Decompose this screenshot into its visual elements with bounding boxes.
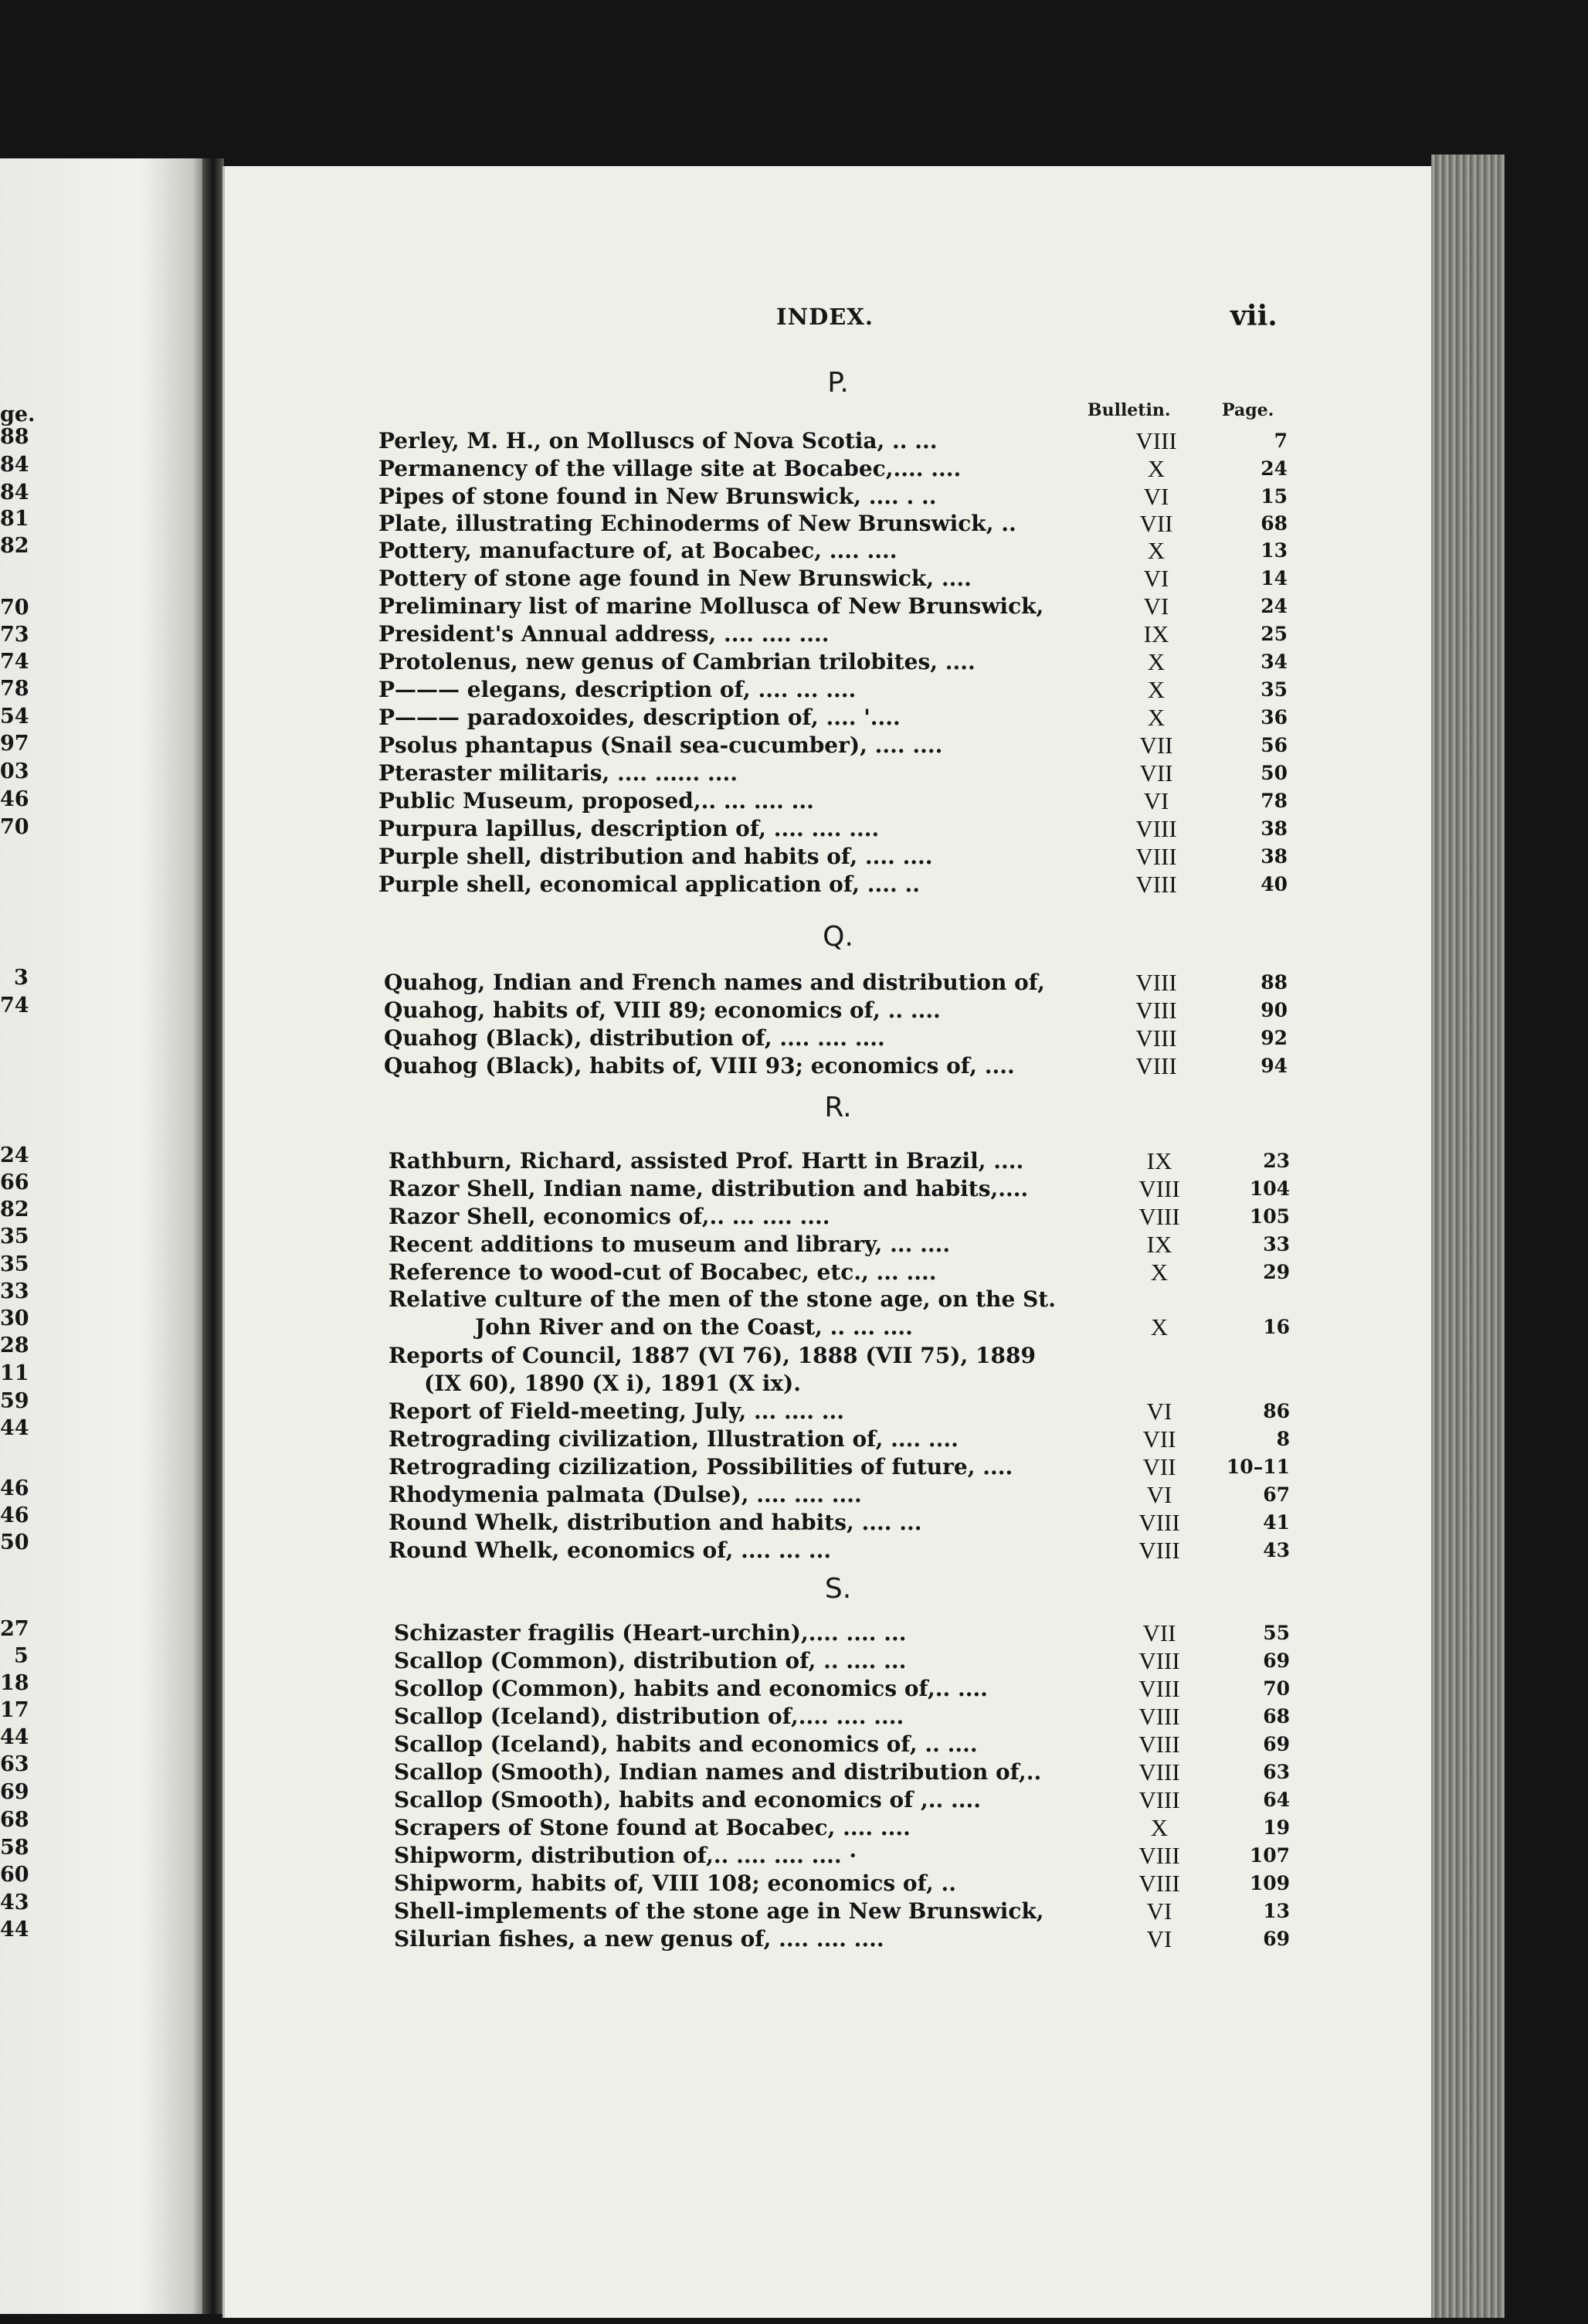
entry-page: 34 (1261, 651, 1288, 673)
entry-text: Scallop (Common), distribution of, .. .... ... (394, 1648, 907, 1673)
entry-text: Shipworm, habits of, VIII 108; economics of, .. (394, 1870, 956, 1896)
entry-text: Quahog (Black), habits of, VIII 93; economics of, .... (384, 1053, 1015, 1079)
left-page-number: 44 (0, 1725, 29, 1749)
entry-page: 107 (1249, 1844, 1290, 1867)
entry-text: Purple shell, distribution and habits of, .... .... (378, 844, 933, 869)
entry-page: 38 (1261, 817, 1288, 840)
entry-text: Preliminary list of marine Mollusca of New Brunswick, (378, 593, 1044, 619)
entry-text: Reference to wood-cut of Bocabec, etc., ... .... (389, 1259, 937, 1285)
index-entry (0, 483, 1588, 511)
entry-bulletin: X (1147, 704, 1166, 731)
entry-page: 94 (1261, 1055, 1288, 1077)
entry-text: Protolenus, new genus of Cambrian trilobites, .... (378, 649, 976, 674)
entry-text: Pipes of stone found in New Brunswick, .... . .. (378, 484, 937, 509)
index-entry (0, 1425, 1588, 1453)
entry-page: 15 (1261, 485, 1288, 508)
left-page-number: 35 (0, 1252, 29, 1276)
left-page-number: 50 (0, 1531, 29, 1554)
running-title: INDEX. (776, 304, 874, 330)
entry-bulletin: X (1150, 1814, 1169, 1841)
entry-bulletin: VIII (1135, 1052, 1177, 1079)
entry-text: Scrapers of Stone found at Bocabec, .... .... (394, 1815, 911, 1840)
index-entry (0, 994, 1588, 1024)
entry-text: Schizaster fragilis (Heart-urchin),.... .... ... (394, 1620, 907, 1646)
entry-bulletin: X (1147, 676, 1166, 703)
entry-text: Round Whelk, economics of, .... ... ... (389, 1537, 832, 1563)
entry-page: 92 (1261, 1027, 1288, 1049)
entry-bulletin: VII (1142, 1453, 1176, 1480)
entry-page: 25 (1261, 623, 1288, 645)
index-entry (0, 507, 1588, 538)
entry-bulletin: VIII (1135, 1024, 1177, 1052)
entry-bulletin: X (1147, 455, 1166, 482)
left-page-header-fragment: ge. (0, 403, 36, 426)
entry-text: Purpura lapillus, description of, .... .... .... (378, 816, 880, 841)
left-page-number: 74 (0, 994, 29, 1018)
entry-page: 38 (1261, 845, 1288, 868)
entry-text: Razor Shell, economics of,.. ... .... .... (389, 1204, 830, 1229)
left-page-number: 82 (0, 534, 29, 558)
entry-bulletin: VIII (1138, 1870, 1180, 1897)
entry-bulletin: VI (1146, 1898, 1172, 1925)
left-page-number: 11 (0, 1361, 29, 1385)
entry-page: 41 (1263, 1511, 1290, 1534)
left-page-number: 97 (0, 732, 29, 756)
entry-bulletin: VIII (1138, 1786, 1180, 1813)
entry-text: Silurian fishes, a new genus of, .... .... .... (394, 1926, 884, 1952)
left-page-number: 82 (0, 1198, 29, 1221)
entry-page: 90 (1261, 999, 1288, 1021)
entry-text: P——— elegans, description of, .... ... .... (378, 677, 857, 702)
page-number: vii. (1230, 300, 1278, 332)
index-entry (0, 565, 1588, 593)
entry-text: Quahog, Indian and French names and distribution of, (384, 970, 1045, 995)
entry-page: 68 (1263, 1705, 1290, 1728)
entry-page: 10–11 (1226, 1456, 1290, 1478)
left-page-number: 68 (0, 1808, 29, 1832)
entry-bulletin: X (1150, 1259, 1169, 1286)
entry-text: Perley, M. H., on Molluscs of Nova Scotia, .. ... (378, 428, 938, 454)
index-entry (0, 1143, 1588, 1175)
entry-text: Round Whelk, distribution and habits, .... ... (389, 1510, 922, 1535)
entry-page: 14 (1261, 567, 1288, 589)
entry-page: 86 (1263, 1400, 1290, 1422)
left-page-number: 74 (0, 650, 29, 674)
left-page-number: 84 (0, 453, 29, 477)
index-entry (0, 1644, 1588, 1675)
index-entry (0, 593, 1588, 620)
entry-bulletin: VIII (1138, 1175, 1180, 1202)
entry-bulletin: VI (1146, 1925, 1172, 1952)
entry-page: 50 (1261, 762, 1288, 784)
entry-page: 8 (1276, 1428, 1290, 1450)
entry-text: Razor Shell, Indian name, distribution and habits,.... (389, 1176, 1029, 1201)
index-entry (0, 1286, 1588, 1313)
index-entry (0, 1024, 1588, 1052)
left-page-number: 69 (0, 1780, 29, 1804)
left-page-number: 66 (0, 1170, 29, 1194)
entry-bulletin: IX (1146, 1147, 1172, 1174)
entry-bulletin: VI (1146, 1481, 1172, 1508)
left-page-number: 46 (0, 1503, 29, 1527)
index-entry (0, 620, 1588, 648)
entry-page: 23 (1263, 1150, 1290, 1172)
entry-page: 7 (1274, 430, 1288, 452)
entry-bulletin: VIII (1135, 871, 1177, 898)
entry-text: Relative culture of the men of the stone age, on the St. (389, 1286, 1056, 1312)
entry-bulletin: VIII (1138, 1647, 1180, 1674)
left-page-number: 17 (0, 1698, 29, 1722)
index-entry (0, 1398, 1588, 1425)
left-page-number: 27 (0, 1617, 29, 1641)
left-page-number: 30 (0, 1306, 29, 1330)
index-entry (0, 843, 1588, 871)
section-letter: P. (827, 367, 849, 399)
entry-text: Scollop (Common), habits and economics of,.. .... (394, 1676, 988, 1701)
entry-bulletin: VI (1143, 787, 1169, 814)
entry-text: Public Museum, proposed,.. ... .... ... (378, 788, 814, 814)
left-page-number: 44 (0, 1918, 29, 1942)
entry-bulletin: VII (1139, 759, 1173, 787)
section-letter: S. (824, 1573, 852, 1605)
entry-bulletin: VI (1143, 565, 1169, 592)
left-page-number: 81 (0, 507, 29, 531)
left-page-number: 60 (0, 1863, 29, 1887)
left-page-number: 54 (0, 705, 29, 729)
entry-bulletin: VIII (1135, 843, 1177, 870)
left-page-number: 46 (0, 1476, 29, 1500)
index-entry (0, 815, 1588, 843)
index-entry (0, 1052, 1588, 1080)
entry-page: 55 (1263, 1622, 1290, 1644)
entry-bulletin: VI (1146, 1398, 1172, 1425)
left-page-number: 59 (0, 1389, 29, 1413)
index-entry (0, 1671, 1588, 1703)
index-entry (0, 427, 1588, 455)
entry-text: President's Annual address, .... .... .... (378, 621, 830, 647)
entry-text: Shell-implements of the stone age in New Brunswick, (394, 1898, 1044, 1924)
entry-page: 13 (1261, 539, 1288, 562)
entry-page: 63 (1263, 1761, 1290, 1783)
entry-text: Pteraster militaris, .... ...... .... (378, 760, 738, 786)
entry-bulletin: X (1150, 1313, 1169, 1340)
entry-page: 24 (1261, 595, 1288, 617)
left-page-number: 5 (14, 1644, 29, 1668)
left-page-number: 73 (0, 623, 29, 647)
index-entry (0, 1203, 1588, 1231)
entry-text: Permanency of the village site at Bocabec,.... .... (378, 456, 962, 481)
entry-page: 19 (1263, 1816, 1290, 1839)
left-page-number: 03 (0, 759, 29, 783)
index-entry (0, 1842, 1588, 1870)
entry-text: Purple shell, economical application of, .... .. (378, 872, 921, 897)
index-entry (0, 1453, 1588, 1481)
index-entry (0, 676, 1588, 704)
entry-bulletin: X (1147, 537, 1166, 564)
entry-text: Pottery of stone age found in New Brunswick, .... (378, 566, 972, 591)
entry-text: Recent additions to museum and library, ... .... (389, 1232, 951, 1257)
entry-text: (IX 60), 1890 (X i), 1891 (X ix). (424, 1371, 802, 1396)
page-column-header: Page. (1222, 400, 1274, 420)
left-page-number: 58 (0, 1836, 29, 1860)
index-entry (0, 455, 1588, 483)
entry-page: 16 (1263, 1316, 1290, 1338)
entry-text: Quahog (Black), distribution of, .... .... .... (384, 1025, 885, 1051)
left-page-number: 3 (14, 966, 29, 990)
entry-bulletin: VIII (1138, 1758, 1180, 1785)
entry-text: Report of Field-meeting, July, ... .... ... (389, 1398, 844, 1424)
entry-text: Rathburn, Richard, assisted Prof. Hartt in Brazil, .... (389, 1148, 1024, 1174)
index-entry (0, 1731, 1588, 1758)
entry-bulletin: IX (1143, 620, 1169, 647)
left-page-number: 24 (0, 1143, 29, 1167)
bulletin-column-header: Bulletin. (1088, 400, 1171, 420)
entry-page: 35 (1261, 678, 1288, 701)
entry-bulletin: VIII (1138, 1203, 1180, 1230)
entry-bulletin: VIII (1138, 1509, 1180, 1536)
entry-page: 67 (1263, 1483, 1290, 1506)
entry-text: Plate, illustrating Echinoderms of New Brunswick, .. (378, 511, 1016, 536)
left-page-number: 43 (0, 1891, 29, 1915)
index-entry (0, 1925, 1588, 1953)
entry-page: 36 (1261, 706, 1288, 729)
entry-page: 40 (1261, 873, 1288, 895)
entry-text: Quahog, habits of, VIII 89; economics of, .. .... (384, 997, 941, 1023)
index-entry (0, 1537, 1588, 1565)
entry-text: Shipworm, distribution of,.. .... .... .... · (394, 1843, 857, 1868)
index-entry (0, 1870, 1588, 1898)
entry-bulletin: VIII (1138, 1842, 1180, 1869)
index-entry (0, 1481, 1588, 1509)
entry-text: Pottery, manufacture of, at Bocabec, .... .... (378, 538, 897, 563)
section-letter: Q. (823, 921, 853, 953)
left-page-number: 46 (0, 787, 29, 811)
index-entry (0, 1509, 1588, 1537)
index-entry (0, 534, 1588, 565)
entry-bulletin: VIII (1135, 815, 1177, 842)
left-page-number: 70 (0, 596, 29, 620)
left-page-number: 33 (0, 1279, 29, 1303)
left-page-number: 18 (0, 1671, 29, 1695)
left-page-number: 88 (0, 425, 29, 449)
entry-text: Scallop (Iceland), habits and economics of, .. .... (394, 1731, 978, 1757)
entry-text: Psolus phantapus (Snail sea-cucumber), .... .... (378, 732, 943, 758)
entry-text: Scallop (Smooth), Indian names and distribution of,.. (394, 1759, 1042, 1785)
entry-text: Scallop (Smooth), habits and economics of ,.. .... (394, 1787, 982, 1813)
entry-page: 13 (1263, 1900, 1290, 1922)
index-entry (0, 759, 1588, 787)
left-page-number: 63 (0, 1752, 29, 1776)
entry-bulletin: VIII (1135, 969, 1177, 996)
entry-page: 78 (1261, 790, 1288, 812)
entry-text: Scallop (Iceland), distribution of,.... .... .... (394, 1704, 904, 1729)
entry-text: Retrograding civilization, Illustration of, .... .... (389, 1426, 959, 1452)
entry-bulletin: VIII (1138, 1675, 1180, 1702)
index-entry (0, 787, 1588, 815)
index-entry (0, 732, 1588, 759)
entry-page: 88 (1261, 971, 1288, 994)
entry-bulletin: X (1147, 648, 1166, 675)
entry-text: Retrograding cizilization, Possibilities of future, .... (389, 1454, 1013, 1480)
index-entry (0, 1370, 1588, 1398)
left-page-number: 78 (0, 677, 29, 701)
left-page-number: 35 (0, 1225, 29, 1249)
entry-page: 69 (1263, 1650, 1290, 1672)
entry-bulletin: VIII (1138, 1703, 1180, 1730)
index-entry (0, 1231, 1588, 1259)
entry-page: 68 (1261, 512, 1288, 535)
entry-bulletin: VIII (1135, 427, 1177, 454)
entry-bulletin: VI (1143, 593, 1169, 620)
entry-page: 64 (1263, 1789, 1290, 1811)
index-entry (0, 1758, 1588, 1786)
entry-page: 69 (1263, 1928, 1290, 1950)
entry-text: Reports of Council, 1887 (VI 76), 1888 (VII 75), 1889 (389, 1343, 1036, 1368)
entry-bulletin: VIII (1138, 1731, 1180, 1758)
entry-page: 69 (1263, 1733, 1290, 1755)
left-page-number: 70 (0, 815, 29, 839)
index-entry (0, 871, 1588, 899)
entry-bulletin: VII (1139, 732, 1173, 759)
entry-page: 56 (1261, 734, 1288, 756)
entry-page: 33 (1263, 1233, 1290, 1255)
entry-page: 24 (1261, 457, 1288, 480)
entry-page: 70 (1263, 1677, 1290, 1700)
index-entry (0, 648, 1588, 676)
left-page-number: 84 (0, 481, 29, 505)
entry-page: 43 (1263, 1539, 1290, 1561)
index-entry (0, 1786, 1588, 1814)
entry-text: John River and on the Coast, .. ... .... (475, 1314, 913, 1340)
index-entry (0, 704, 1588, 732)
left-page-number: 28 (0, 1334, 29, 1357)
entry-bulletin: VII (1142, 1425, 1176, 1452)
left-page-number: 44 (0, 1416, 29, 1440)
index-entry (0, 1175, 1588, 1203)
index-entry (0, 1259, 1588, 1286)
entry-page: 105 (1249, 1205, 1290, 1228)
section-letter: R. (824, 1092, 852, 1123)
entry-text: Rhodymenia palmata (Dulse), .... .... .... (389, 1482, 862, 1507)
entry-bulletin: VII (1142, 1619, 1176, 1646)
entry-page: 109 (1249, 1872, 1290, 1894)
index-entry (0, 1898, 1588, 1925)
entry-bulletin: VI (1143, 483, 1169, 510)
entry-page: 29 (1263, 1261, 1290, 1283)
entry-bulletin: VII (1139, 510, 1173, 537)
index-entry (0, 1313, 1588, 1341)
index-entry (0, 1703, 1588, 1731)
entry-page: 104 (1249, 1177, 1290, 1200)
entry-bulletin: VIII (1138, 1537, 1180, 1564)
index-entry (0, 1619, 1588, 1647)
index-entry (0, 966, 1588, 997)
index-entry (0, 1342, 1588, 1370)
entry-bulletin: VIII (1135, 997, 1177, 1024)
entry-text: P——— paradoxoides, description of, .... '.... (378, 705, 901, 730)
entry-bulletin: IX (1146, 1231, 1172, 1258)
index-entry (0, 1814, 1588, 1842)
